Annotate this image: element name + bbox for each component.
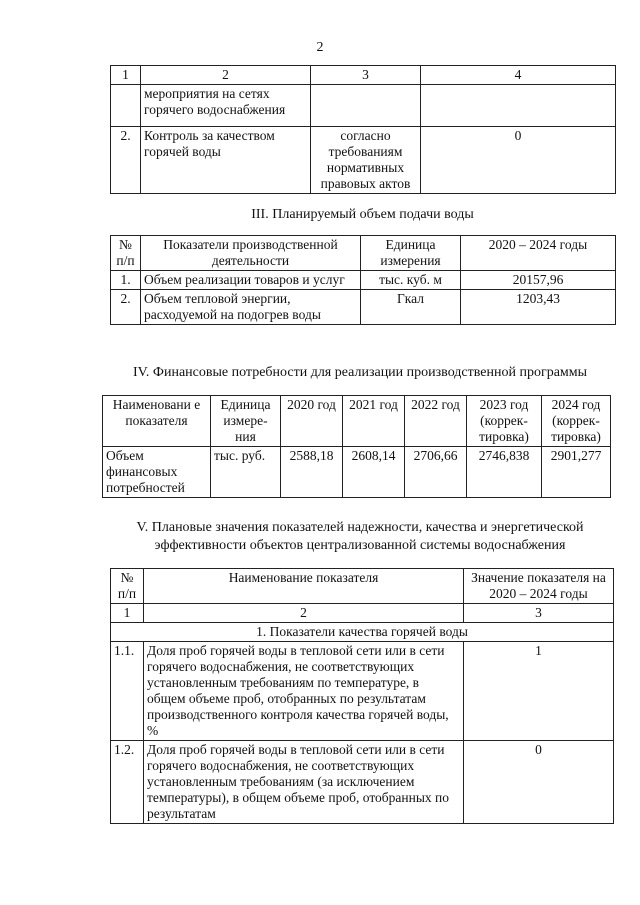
indicator-name: Объем финансовых потребностей bbox=[103, 447, 211, 498]
row-number: 2. bbox=[111, 127, 141, 194]
table-row bbox=[111, 741, 614, 824]
row-number: 2. bbox=[111, 290, 141, 325]
table-row bbox=[111, 127, 616, 194]
header-cell: Показатели производственной деятельности bbox=[141, 236, 361, 271]
header-cell: № п/п bbox=[111, 569, 144, 604]
table-row bbox=[111, 85, 616, 127]
header-cell: Наименовани е показателя bbox=[103, 396, 211, 447]
section-5-title-line-2: эффективности объектов централизованной системы водоснабжения bbox=[154, 538, 566, 553]
indicator-name: Объем тепловой энергии, расходуемой на подогрев воды bbox=[141, 290, 361, 325]
section-4-title: IV. Финансовые потребности для реализации производственной программы bbox=[132, 365, 588, 380]
page-number: 2 bbox=[316, 40, 324, 55]
table-header-row bbox=[103, 396, 611, 447]
indicator-name: Доля проб горячей воды в тепловой сети или в сети горячего водоснабжения, не соответствующих установленным требованиям (за исключением температуры), в общем объеме проб, отобранных по результатам bbox=[144, 741, 464, 824]
value-2021: 2608,14 bbox=[343, 447, 405, 498]
group-title: 1. Показатели качества горячей воды bbox=[111, 623, 614, 642]
row-number: 1.2. bbox=[111, 741, 144, 824]
reliability-indicators-table bbox=[110, 568, 614, 824]
unit: тыс. куб. м bbox=[361, 271, 461, 290]
unit: Гкал bbox=[361, 290, 461, 325]
section-5-title-line-1: V. Плановые значения показателей надежности, качества и энергетической bbox=[136, 520, 584, 535]
table-header-row bbox=[111, 236, 616, 271]
section-3-title: III. Планируемый объем подачи воды bbox=[251, 207, 474, 222]
header-cell: 2020 – 2024 годы bbox=[461, 236, 616, 271]
indicator-name: Доля проб горячей воды в тепловой сети или в сети горячего водоснабжения, не соответствующих установленным требованиям по температуре, в общем объеме проб, отобранных по результатам производственного контроля качества горячей воды, % bbox=[144, 642, 464, 741]
value-2020: 2588,18 bbox=[281, 447, 343, 498]
value: 1203,43 bbox=[461, 290, 616, 325]
indicator-value: 0 bbox=[464, 741, 614, 824]
water-supply-volume-table bbox=[110, 235, 616, 325]
value-2024: 2901,277 bbox=[542, 447, 611, 498]
header-cell: 2023 год (коррек- тировка) bbox=[467, 396, 542, 447]
measure-period: согласно требованиям нормативных правовых актов bbox=[311, 127, 421, 194]
header-cell: 2022 год bbox=[405, 396, 467, 447]
measure-value: 0 bbox=[421, 127, 616, 194]
continuation-table bbox=[110, 65, 616, 194]
unit: тыс. руб. bbox=[211, 447, 281, 498]
table-row bbox=[111, 271, 616, 290]
table-row bbox=[111, 290, 616, 325]
table-row bbox=[103, 447, 611, 498]
header-cell: 2021 год bbox=[343, 396, 405, 447]
table-header-row bbox=[111, 569, 614, 604]
header-cell: Единица измере- ния bbox=[211, 396, 281, 447]
header-cell: № п/п bbox=[111, 236, 141, 271]
measure-name: Контроль за качеством горячей воды bbox=[141, 127, 311, 194]
header-cell: 2 bbox=[141, 66, 311, 85]
header-cell: 2024 год (коррек- тировка) bbox=[542, 396, 611, 447]
index-cell: 1 bbox=[111, 604, 144, 623]
financial-needs-table bbox=[102, 395, 611, 498]
measure-value bbox=[421, 85, 616, 127]
header-cell: 2020 год bbox=[281, 396, 343, 447]
header-cell: 1 bbox=[111, 66, 141, 85]
header-cell: Единица измерения bbox=[361, 236, 461, 271]
row-number bbox=[111, 85, 141, 127]
header-cell: Значение показателя на 2020 – 2024 годы bbox=[464, 569, 614, 604]
header-cell: 3 bbox=[311, 66, 421, 85]
table-row bbox=[111, 642, 614, 741]
row-number: 1.1. bbox=[111, 642, 144, 741]
table-header-row bbox=[111, 66, 616, 85]
indicator-name: Объем реализации товаров и услуг bbox=[141, 271, 361, 290]
index-cell: 3 bbox=[464, 604, 614, 623]
group-title-row bbox=[111, 623, 614, 642]
measure-period bbox=[311, 85, 421, 127]
row-number: 1. bbox=[111, 271, 141, 290]
value-2022: 2706,66 bbox=[405, 447, 467, 498]
header-cell: Наименование показателя bbox=[144, 569, 464, 604]
indicator-value: 1 bbox=[464, 642, 614, 741]
header-cell: 4 bbox=[421, 66, 616, 85]
measure-name: мероприятия на сетях горячего водоснабжения bbox=[141, 85, 311, 127]
value-2023: 2746,838 bbox=[467, 447, 542, 498]
column-index-row bbox=[111, 604, 614, 623]
index-cell: 2 bbox=[144, 604, 464, 623]
value: 20157,96 bbox=[461, 271, 616, 290]
